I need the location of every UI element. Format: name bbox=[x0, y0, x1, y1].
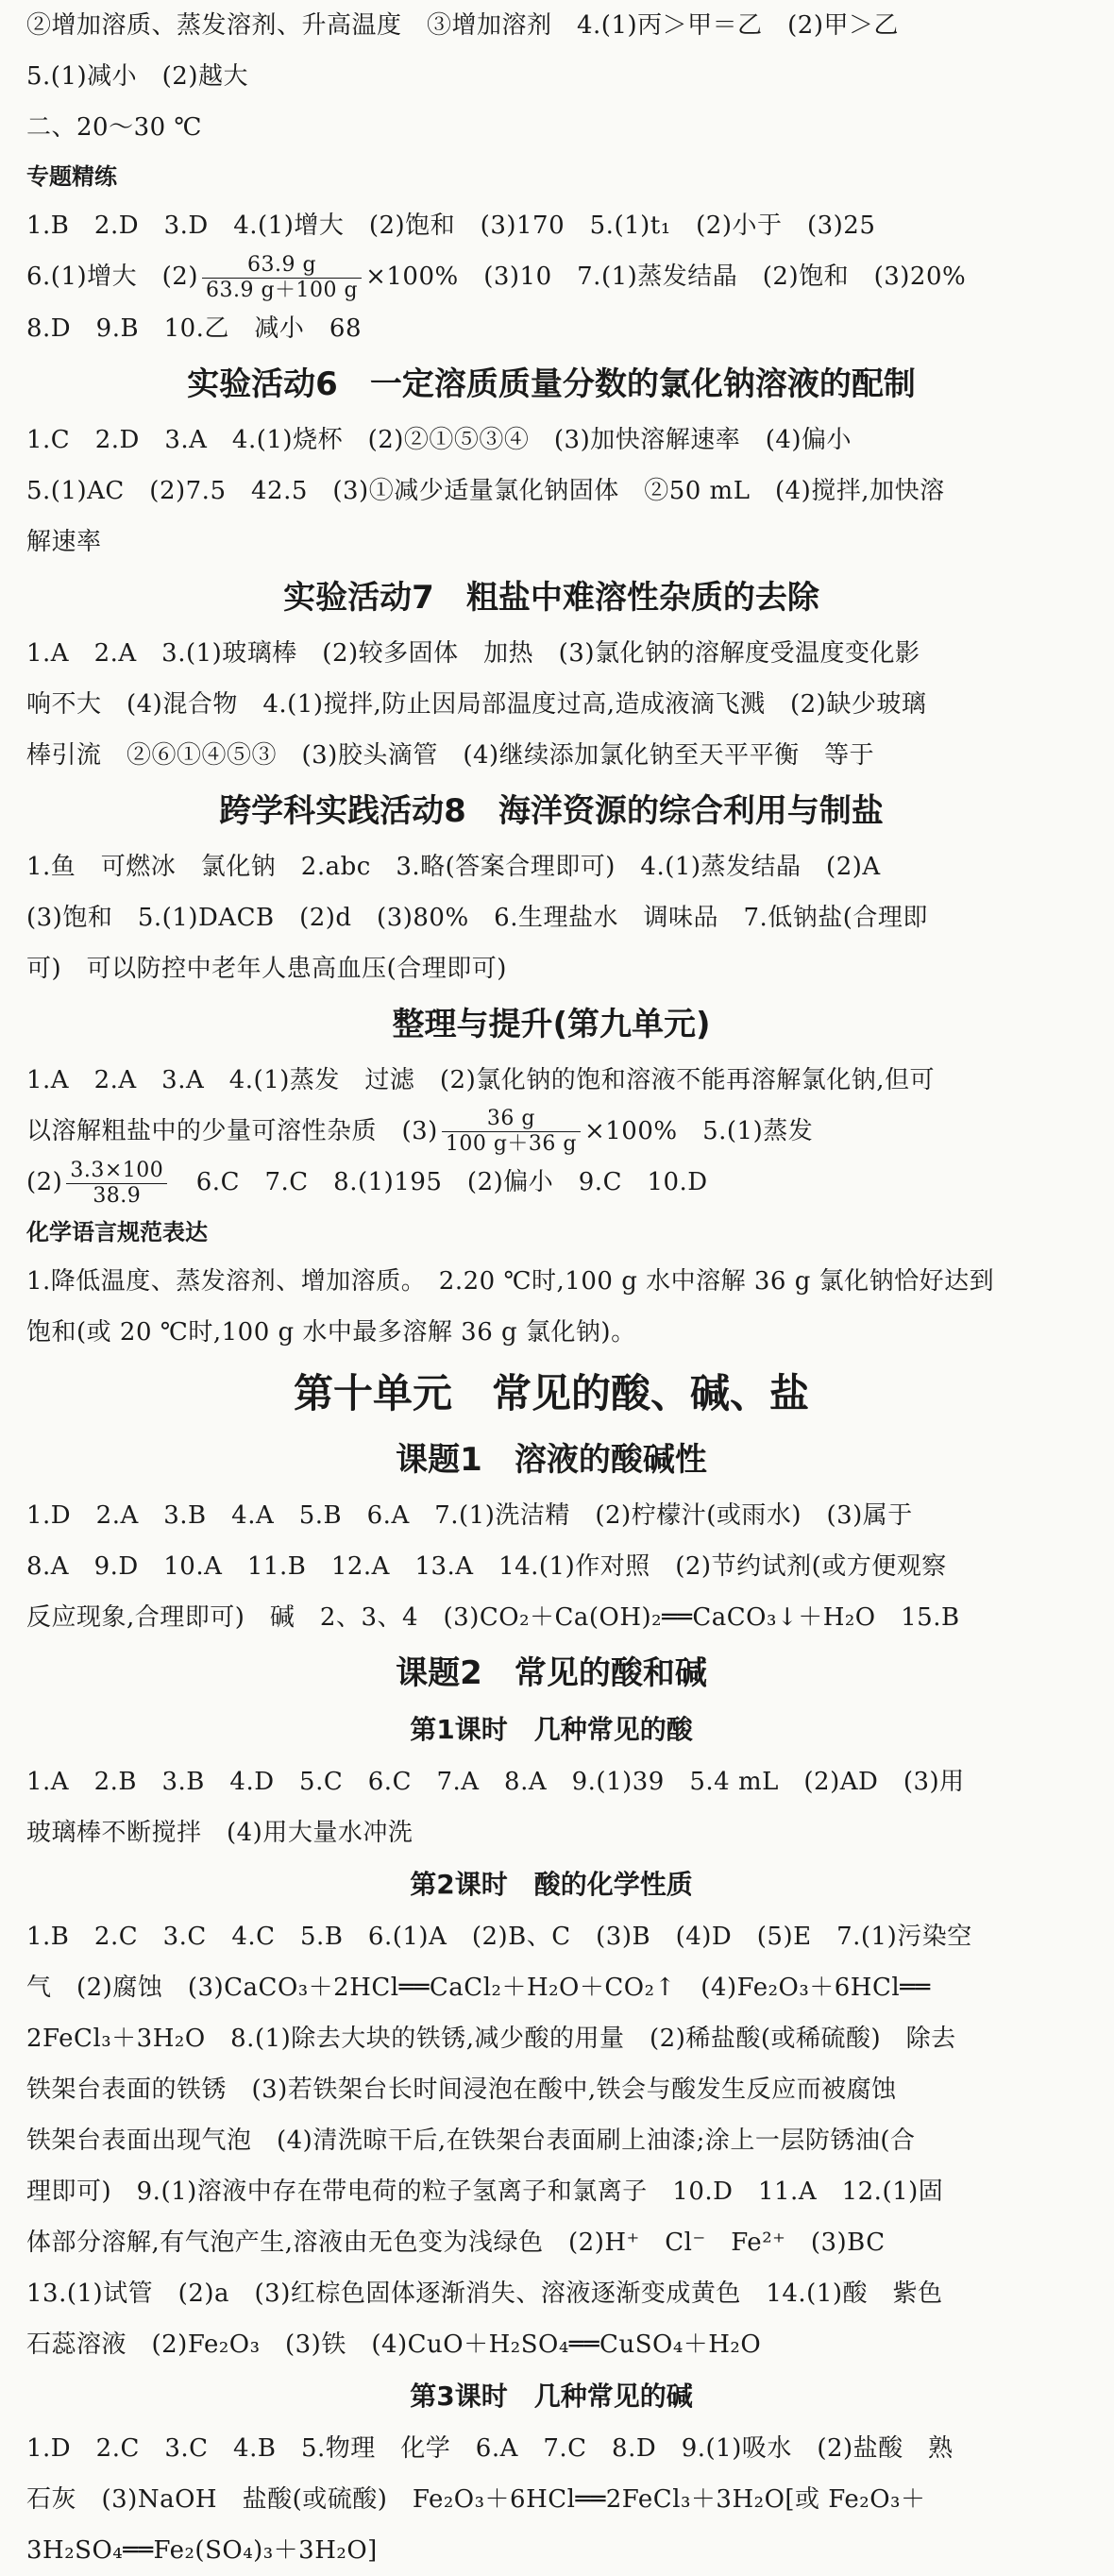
answer-line: 气 (2)腐蚀 (3)CaCO₃＋2HCl══CaCl₂＋H₂O＋CO₂↑ (4)Fe₂O₃＋6HCl══ bbox=[26, 1973, 931, 2002]
fraction-denominator: 38.9 bbox=[93, 1183, 142, 1208]
section-subheading: 专题精练 bbox=[26, 163, 117, 190]
answer-line: ②增加溶质、蒸发溶剂、升高温度 ③增加溶剂 4.(1)丙＞甲＝乙 (2)甲＞乙 bbox=[26, 11, 899, 40]
text-before-fraction: 以溶解粗盐中的少量可溶性杂质 (3) bbox=[26, 1116, 438, 1145]
answer-line: 1.D 2.A 3.B 4.A 5.B 6.A 7.(1)洗洁精 (2)柠檬汁(或雨水) (3)属于 bbox=[26, 1500, 913, 1530]
fraction-denominator: 100 g＋36 g bbox=[445, 1132, 577, 1156]
answer-line: (3)饱和 5.(1)DACB (2)d (3)80% 6.生理盐水 调味品 7.低钠盐(合理即 bbox=[26, 903, 928, 932]
answer-line: 石灰 (3)NaOH 盐酸(或硫酸) Fe₂O₃＋6HCl══2FeCl₃＋3H₂O[或 Fe₂O₃＋ bbox=[26, 2484, 926, 2514]
answer-line: 8.A 9.D 10.A 11.B 12.A 13.A 14.(1)作对照 (2)节约试剂(或方便观察 bbox=[26, 1551, 947, 1581]
answer-line: 1.A 2.A 3.A 4.(1)蒸发 过滤 (2)氯化钠的饱和溶液不能再溶解氯化钠,但可 bbox=[26, 1065, 935, 1094]
answer-line: 响不大 (4)混合物 4.(1)搅拌,防止因局部温度过高,造成液滴飞溅 (2)缺少玻璃 bbox=[26, 689, 927, 719]
answer-line: 1.C 2.D 3.A 4.(1)烧杯 (2)②①⑤③④ (3)加快溶解速率 (4)偏小 bbox=[26, 425, 852, 454]
answer-line-with-fraction bbox=[26, 1157, 1076, 1209]
answer-line: 玻璃棒不断搅拌 (4)用大量水冲洗 bbox=[26, 1818, 414, 1847]
unit-title: 第十单元 常见的酸、碱、盐 bbox=[293, 1369, 809, 1416]
fraction-denominator: 63.9 g＋100 g bbox=[205, 278, 359, 302]
lesson-title: 实验活动7 粗盐中难溶性杂质的去除 bbox=[283, 578, 819, 617]
answer-line: 2FeCl₃＋3H₂O 8.(1)除去大块的铁锈,减少酸的用量 (2)稀盐酸(或稀硫酸) 除去 bbox=[26, 2024, 956, 2053]
fraction-numerator: 3.3×100 bbox=[66, 1159, 167, 1184]
answer-line: 反应现象,合理即可) 碱 2、3、4 (3)CO₂＋Ca(OH)₂══CaCO₃↓＋H₂O 15.B bbox=[26, 1602, 960, 1632]
lesson-title: 课题1 溶液的酸碱性 bbox=[396, 1440, 707, 1479]
fraction bbox=[442, 1107, 581, 1157]
fraction bbox=[202, 253, 362, 303]
answer-line: 1.降低温度、蒸发溶剂、增加溶质。 2.20 ℃时,100 g 水中溶解 36 g 氯化钠恰好达到 bbox=[26, 1266, 995, 1296]
answer-line: 13.(1)试管 (2)a (3)红棕色固体逐渐消失、溶液逐渐变成黄色 14.(1)酸 紫色 bbox=[26, 2279, 943, 2308]
text-after-fraction: ×100% 5.(1)蒸发 bbox=[583, 1116, 814, 1145]
text-after-fraction: ×100% (3)10 7.(1)蒸发结晶 (2)饱和 (3)20% bbox=[365, 263, 967, 291]
answer-content bbox=[26, 0, 1076, 2576]
lesson-title: 实验活动6 一定溶质质量分数的氯化钠溶液的配制 bbox=[187, 364, 916, 403]
answer-line: 1.A 2.A 3.(1)玻璃棒 (2)较多固体 加热 (3)氯化钠的溶解度受温度变化影 bbox=[26, 638, 920, 668]
answer-line: 石蕊溶液 (2)Fe₂O₃ (3)铁 (4)CuO＋H₂SO₄══CuSO₄＋H₂O bbox=[26, 2330, 762, 2359]
answer-line: 5.(1)AC (2)7.5 42.5 (3)①减少适量氯化钠固体 ②50 mL (4)搅拌,加快溶 bbox=[26, 476, 945, 505]
answer-line: 5.(1)减小 (2)越大 bbox=[26, 62, 248, 91]
period-title: 第3课时 几种常见的碱 bbox=[410, 2380, 693, 2412]
text-before-fraction: 6.(1)增大 (2) bbox=[26, 263, 198, 291]
answer-line: 铁架台表面出现气泡 (4)清洗晾干后,在铁架台表面刷上油漆;涂上一层防锈油(合 bbox=[26, 2126, 916, 2155]
answer-line: 理即可) 9.(1)溶液中存在带电荷的粒子氢离子和氯离子 10.D 11.A 12.(1)固 bbox=[26, 2177, 944, 2206]
lesson-title: 整理与提升(第九单元) bbox=[392, 1005, 711, 1043]
period-title: 第2课时 酸的化学性质 bbox=[410, 1868, 693, 1900]
answer-line: 二、20～30 ℃ bbox=[26, 113, 203, 142]
period-title: 第1课时 几种常见的酸 bbox=[410, 1713, 693, 1745]
answer-line: 解速率 bbox=[26, 527, 102, 556]
fraction-numerator: 63.9 g bbox=[202, 253, 362, 279]
answer-line: 铁架台表面的铁锈 (3)若铁架台长时间浸泡在酸中,铁会与酸发生反应而被腐蚀 bbox=[26, 2075, 897, 2104]
answer-line: 1.B 2.D 3.D 4.(1)增大 (2)饱和 (3)170 5.(1)t₁ (2)小于 (3)25 bbox=[26, 212, 876, 240]
section-subheading: 化学语言规范表达 bbox=[26, 1218, 208, 1246]
lesson-title: 课题2 常见的酸和碱 bbox=[396, 1653, 707, 1692]
fraction-numerator: 36 g bbox=[442, 1107, 581, 1132]
answer-line-with-fraction bbox=[26, 251, 1076, 303]
answer-line: 8.D 9.B 10.乙 减小 68 bbox=[26, 314, 362, 343]
answer-line: 1.A 2.B 3.B 4.D 5.C 6.C 7.A 8.A 9.(1)39 5.4 mL (2)AD (3)用 bbox=[26, 1767, 965, 1796]
text-after-fraction: 6.C 7.C 8.(1)195 (2)偏小 9.C 10.D bbox=[171, 1168, 708, 1196]
text-before-fraction: (2) bbox=[26, 1168, 63, 1196]
answer-line: 饱和(或 20 ℃时,100 g 水中最多溶解 36 g 氯化钠)。 bbox=[26, 1317, 636, 1347]
lesson-title: 跨学科实践活动8 海洋资源的综合利用与制盐 bbox=[219, 791, 884, 830]
answer-line: 1.D 2.C 3.C 4.B 5.物理 化学 6.A 7.C 8.D 9.(1)吸水 (2)盐酸 熟 bbox=[26, 2433, 954, 2463]
answer-line-with-fraction bbox=[26, 1106, 1076, 1158]
fraction bbox=[66, 1159, 167, 1209]
answer-line: 3H₂SO₄══Fe₂(SO₄)₃＋3H₂O] bbox=[26, 2535, 378, 2565]
answer-line: 可) 可以防控中老年人患高血压(合理即可) bbox=[26, 954, 507, 983]
answer-line: 1.鱼 可燃冰 氯化钠 2.abc 3.略(答案合理即可) 4.(1)蒸发结晶 (2)A bbox=[26, 852, 881, 881]
answer-line: 体部分溶解,有气泡产生,溶液由无色变为浅绿色 (2)H⁺ Cl⁻ Fe²⁺ (3)BC bbox=[26, 2228, 886, 2257]
answer-line: 1.B 2.C 3.C 4.C 5.B 6.(1)A (2)B、C (3)B (4)D (5)E 7.(1)污染空 bbox=[26, 1922, 972, 1951]
answer-line: 棒引流 ②⑥①④⑤③ (3)胶头滴管 (4)继续添加氯化钠至天平平衡 等于 bbox=[26, 740, 875, 770]
